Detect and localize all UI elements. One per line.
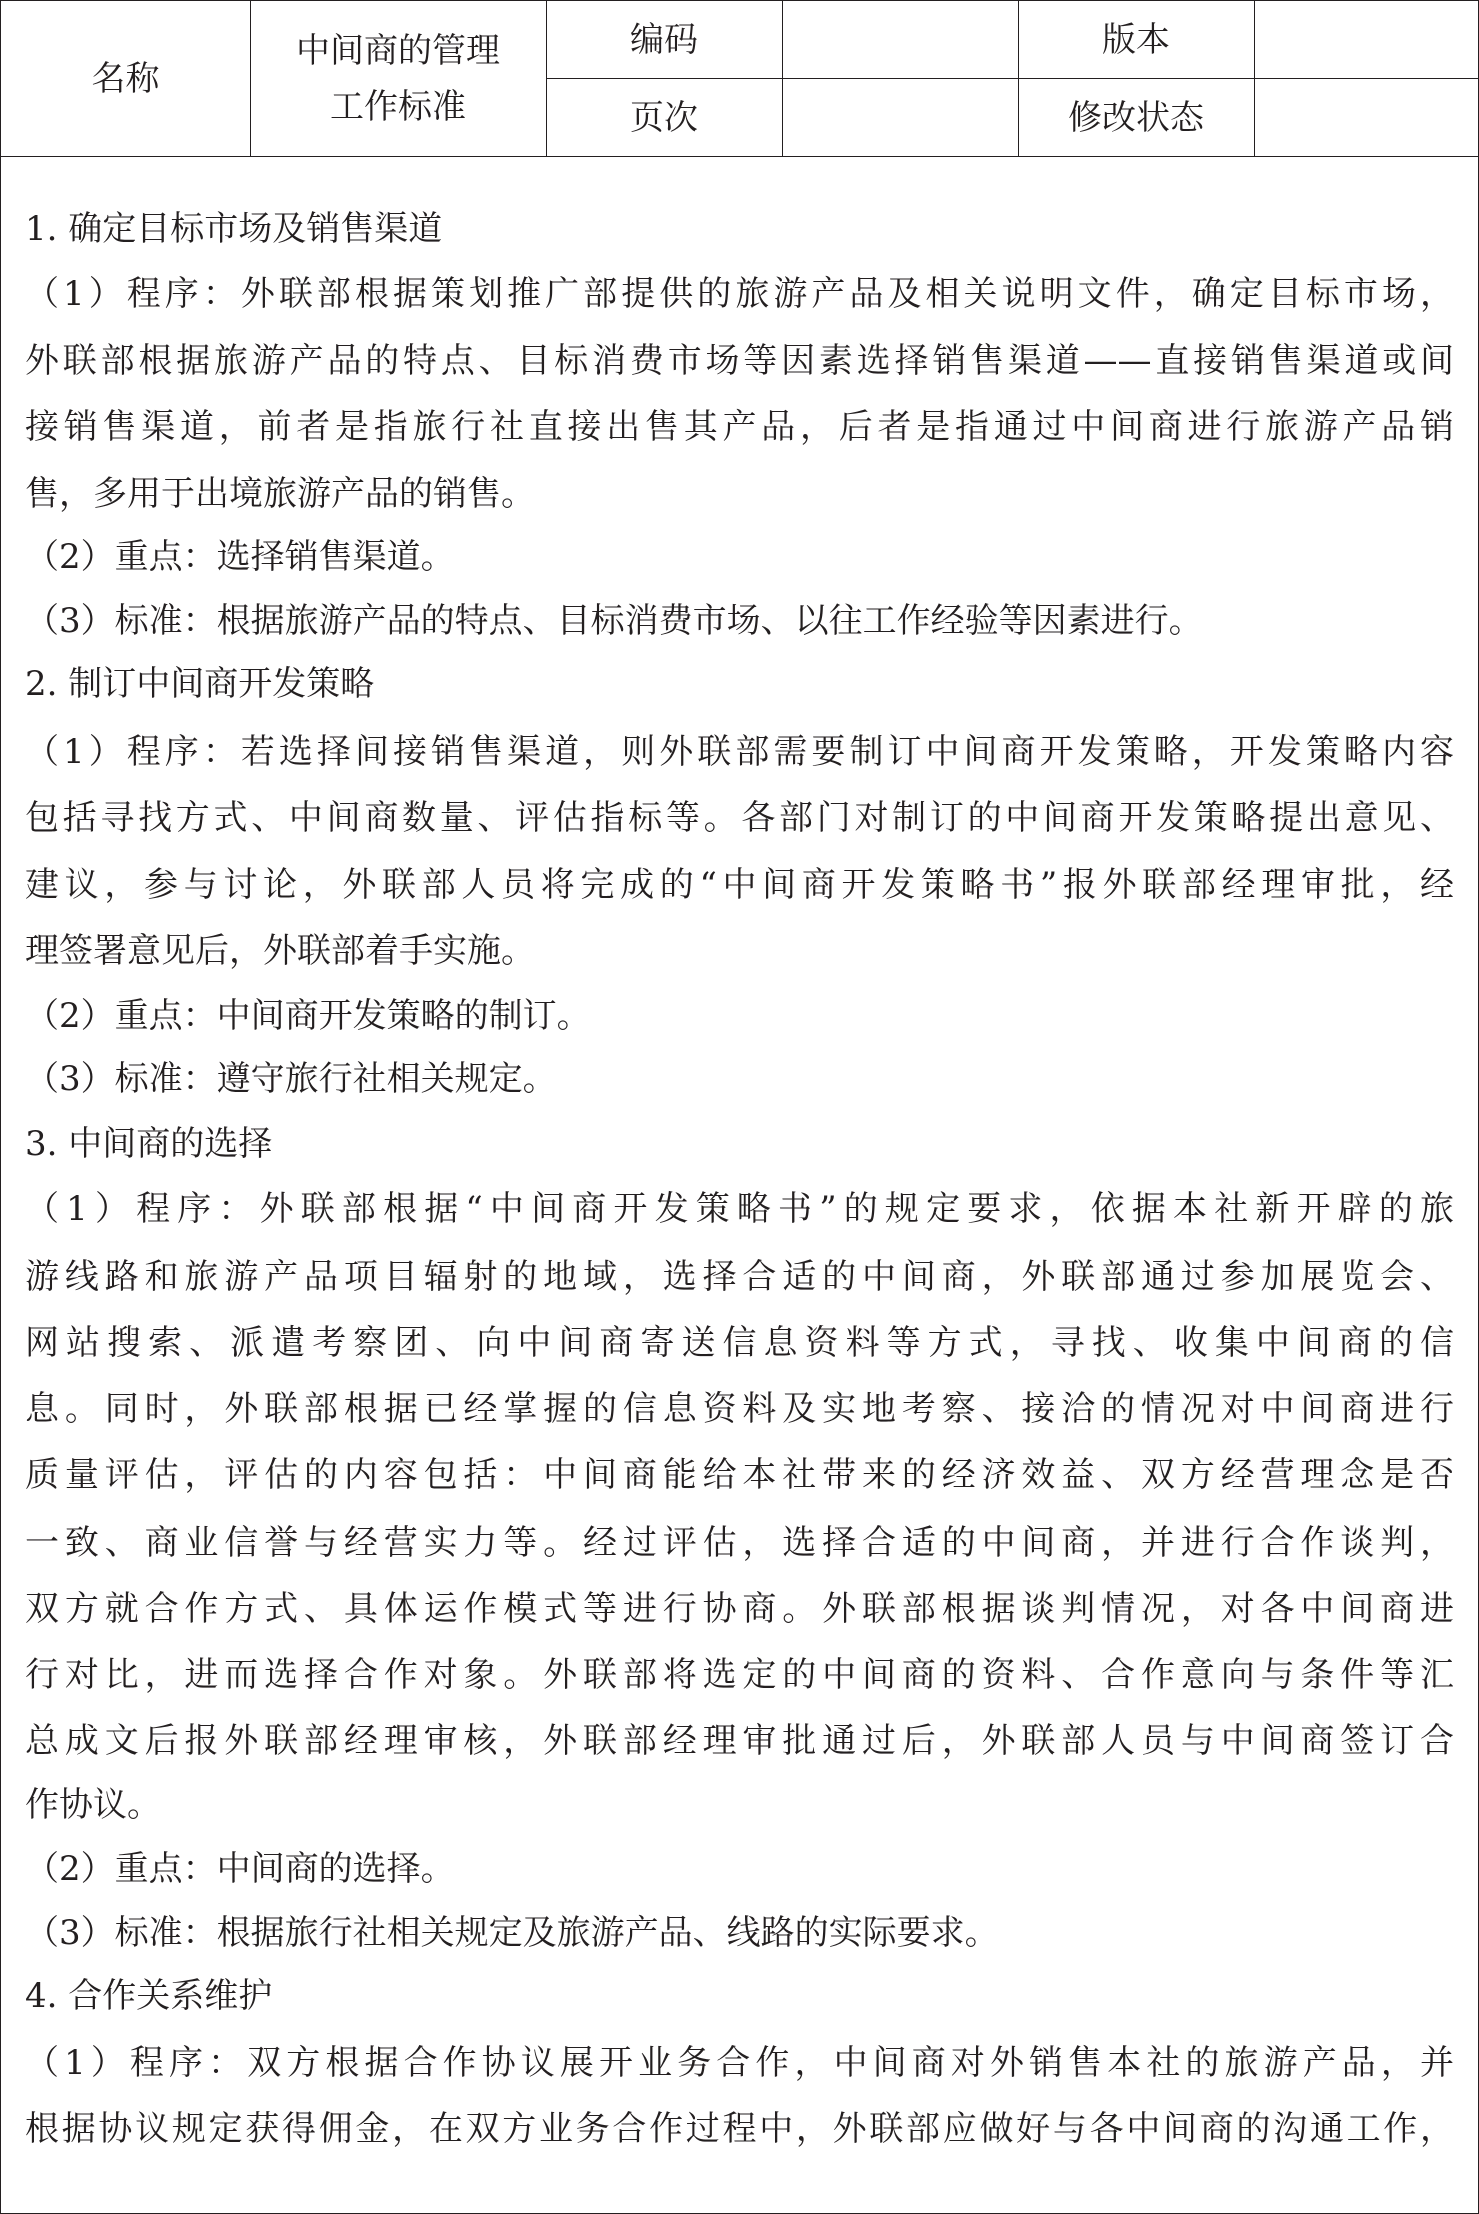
title-line-1: 中间商的管理 (296, 30, 500, 71)
paragraph-line: （3）标准：根据旅游产品的特点、目标消费市场、以往工作经验等因素进行。 (25, 601, 1203, 641)
name-label: 名称 (91, 58, 160, 99)
paragraph-line: 作协议。 (25, 1785, 161, 1825)
code-value (782, 1, 1018, 79)
section-heading: 4. 合作关系维护 (25, 1976, 273, 2016)
paragraph-line: （1）程序：外联部根据策划推广部提供的旅游产品及相关说明文件，确定目标市场， (25, 274, 1454, 314)
version-value (1254, 1, 1478, 79)
section-heading: 2. 制订中间商开发策略 (25, 664, 375, 704)
paragraph-line: 理签署意见后，外联部着手实施。 (25, 931, 535, 971)
paragraph-line: 总成文后报外联部经理审核，外联部经理审批通过后，外联部人员与中间商签订合 (25, 1721, 1454, 1761)
paragraph-line: 息。同时，外联部根据已经掌握的信息资料及实地考察、接洽的情况对中间商进行 (25, 1389, 1454, 1429)
page-value (782, 79, 1018, 156)
paragraph-line: 建议，参与讨论，外联部人员将完成的“中间商开发策略书”报外联部经理审批，经 (25, 865, 1454, 905)
paragraph-line: （1）程序：外联部根据“中间商开发策略书”的规定要求，依据本社新开辟的旅 (25, 1189, 1454, 1229)
page-label: 页次 (630, 97, 698, 138)
paragraph-line: 游线路和旅游产品项目辐射的地域，选择合适的中间商，外联部通过参加展览会、 (25, 1257, 1454, 1297)
section-heading: 3. 中间商的选择 (25, 1124, 273, 1164)
paragraph-line: （2）重点：中间商的选择。 (25, 1849, 455, 1889)
paragraph-line: 包括寻找方式、中间商数量、评估指标等。各部门对制订的中间商开发策略提出意见、 (25, 798, 1454, 838)
paragraph-line: 根据协议规定获得佣金，在双方业务合作过程中，外联部应做好与各中间商的沟通工作， (25, 2109, 1454, 2149)
paragraph-line: （1）程序：双方根据合作协议展开业务合作，中间商对外销售本社的旅游产品，并 (25, 2043, 1454, 2083)
paragraph-line: 外联部根据旅游产品的特点、目标消费市场等因素选择销售渠道——直接销售渠道或间 (25, 341, 1454, 381)
document-title (250, 1, 546, 156)
section-heading: 1. 确定目标市场及销售渠道 (25, 209, 443, 249)
paragraph-line: 质量评估，评估的内容包括：中间商能给本社带来的经济效益、双方经营理念是否 (25, 1455, 1454, 1495)
title-line-2: 工作标准 (330, 86, 466, 127)
paragraph-line: （2）重点：中间商开发策略的制订。 (25, 996, 591, 1036)
paragraph-line: （2）重点：选择销售渠道。 (25, 537, 455, 577)
paragraph-line: （3）标准：遵守旅行社相关规定。 (25, 1059, 557, 1099)
paragraph-line: 网站搜索、派遣考察团、向中间商寄送信息资料等方式，寻找、收集中间商的信 (25, 1323, 1454, 1363)
paragraph-line: 行对比，进而选择合作对象。外联部将选定的中间商的资料、合作意向与条件等汇 (25, 1655, 1454, 1695)
paragraph-line: 双方就合作方式、具体运作模式等进行协商。外联部根据谈判情况，对各中间商进 (25, 1589, 1454, 1629)
paragraph-line: （3）标准：根据旅行社相关规定及旅游产品、线路的实际要求。 (25, 1913, 999, 1953)
paragraph-line: 一致、商业信誉与经营实力等。经过评估，选择合适的中间商，并进行合作谈判， (25, 1523, 1454, 1563)
revision-label: 修改状态 (1068, 97, 1204, 138)
revision-value (1254, 79, 1478, 156)
header-table (1, 1, 1478, 157)
paragraph-line: （1）程序：若选择间接销售渠道，则外联部需要制订中间商开发策略，开发策略内容 (25, 732, 1454, 772)
paragraph-line: 接销售渠道，前者是指旅行社直接出售其产品，后者是指通过中间商进行旅游产品销 (25, 407, 1454, 447)
code-label: 编码 (630, 20, 698, 60)
version-label: 版本 (1102, 20, 1170, 60)
paragraph-line: 售，多用于出境旅游产品的销售。 (25, 474, 535, 514)
